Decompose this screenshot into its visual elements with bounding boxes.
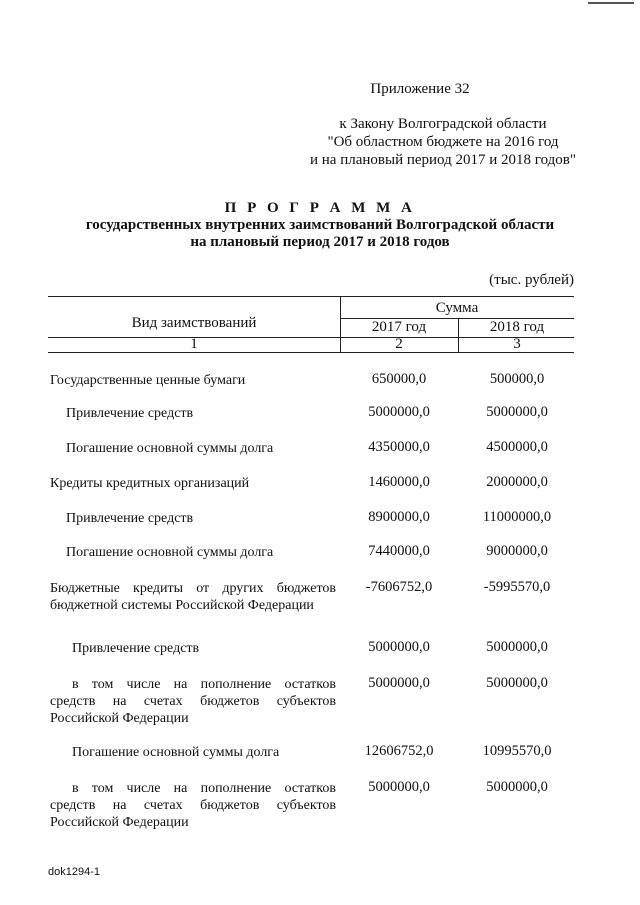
table-cell-2017: 12606752,0 <box>364 743 434 759</box>
title-line: П Р О Г Р А М М А <box>224 200 416 216</box>
table-cell-2017: 8900000,0 <box>368 509 430 525</box>
table-cell-2017: 4350000,0 <box>368 439 430 455</box>
title-line: на плановый период 2017 и 2018 годов <box>190 234 450 250</box>
appendix-ref-line: к Закону Волгоградской области <box>339 116 547 132</box>
table-cell-2017: -7606752,0 <box>365 579 433 595</box>
table-cell-2017: 5000000,0 <box>368 404 430 420</box>
table-row-name: Государственные ценные бумаги <box>50 373 246 388</box>
table-cell-2018: 2000000,0 <box>486 474 548 490</box>
header-2017: 2017 год <box>371 319 427 335</box>
scan-mark <box>588 2 634 4</box>
header-type: Вид заимствований <box>131 315 257 331</box>
table-cell-2017: 650000,0 <box>371 371 427 387</box>
table-row-name: Кредиты кредитных организаций <box>50 476 250 491</box>
table-cell-2017: 1460000,0 <box>368 474 430 490</box>
header-2018: 2018 год <box>489 319 545 335</box>
table-cell-2018: 5000000,0 <box>486 675 548 691</box>
table-cell-2018: 5000000,0 <box>486 404 548 420</box>
header-num-2: 2 <box>395 336 403 352</box>
table-cell-2018: -5995570,0 <box>483 579 551 595</box>
appendix-label: Приложение 32 <box>370 81 470 97</box>
table-cell-2017: 5000000,0 <box>368 639 430 655</box>
header-num-3: 3 <box>513 336 521 352</box>
table-cell-2018: 4500000,0 <box>486 439 548 455</box>
table-cell-2018: 11000000,0 <box>482 509 552 525</box>
table-cell-2017: 5000000,0 <box>368 779 430 795</box>
table-row-name: в том числе на пополнение остатков средств на счетах бюджетов субъектов Российской Федерации <box>50 781 336 830</box>
table-cell-2018: 9000000,0 <box>486 543 548 559</box>
table-cell-2017: 7440000,0 <box>368 543 430 559</box>
table-cell-2018: 500000,0 <box>489 371 545 387</box>
table-row-name: Привлечение средств <box>66 511 194 526</box>
header-sum: Сумма <box>435 300 479 316</box>
table-row-name: Погашение основной суммы долга <box>66 545 274 560</box>
title-line: государственных внутренних заимствований Волгоградской области <box>85 217 555 233</box>
table-row-name: в том числе на пополнение остатков средств на счетах бюджетов субъектов Российской Федерации <box>50 677 336 726</box>
unit-label: (тыс. рублей) <box>489 272 574 288</box>
table-top-border <box>48 296 574 297</box>
table-cell-2018: 10995570,0 <box>482 743 552 759</box>
table-cell-2017: 5000000,0 <box>368 675 430 691</box>
table-cell-2018: 5000000,0 <box>486 639 548 655</box>
appendix-ref-line: и на плановый период 2017 и 2018 годов" <box>310 152 576 168</box>
document-code: dok1294-1 <box>48 866 100 878</box>
appendix-ref-line: "Об областном бюджете на 2016 год <box>327 134 559 150</box>
document-title <box>40 200 600 251</box>
table-row-name: Бюджетные кредиты от других бюджетов бюджетной системы Российской Федерации <box>50 581 336 613</box>
table-row-name: Погашение основной суммы долга <box>72 745 280 760</box>
header-num-1: 1 <box>190 336 198 352</box>
table-cell-2018: 5000000,0 <box>486 779 548 795</box>
table-row-name: Погашение основной суммы долга <box>66 441 274 456</box>
table-row-name: Привлечение средств <box>66 406 194 421</box>
table-row-name: Привлечение средств <box>72 641 200 656</box>
